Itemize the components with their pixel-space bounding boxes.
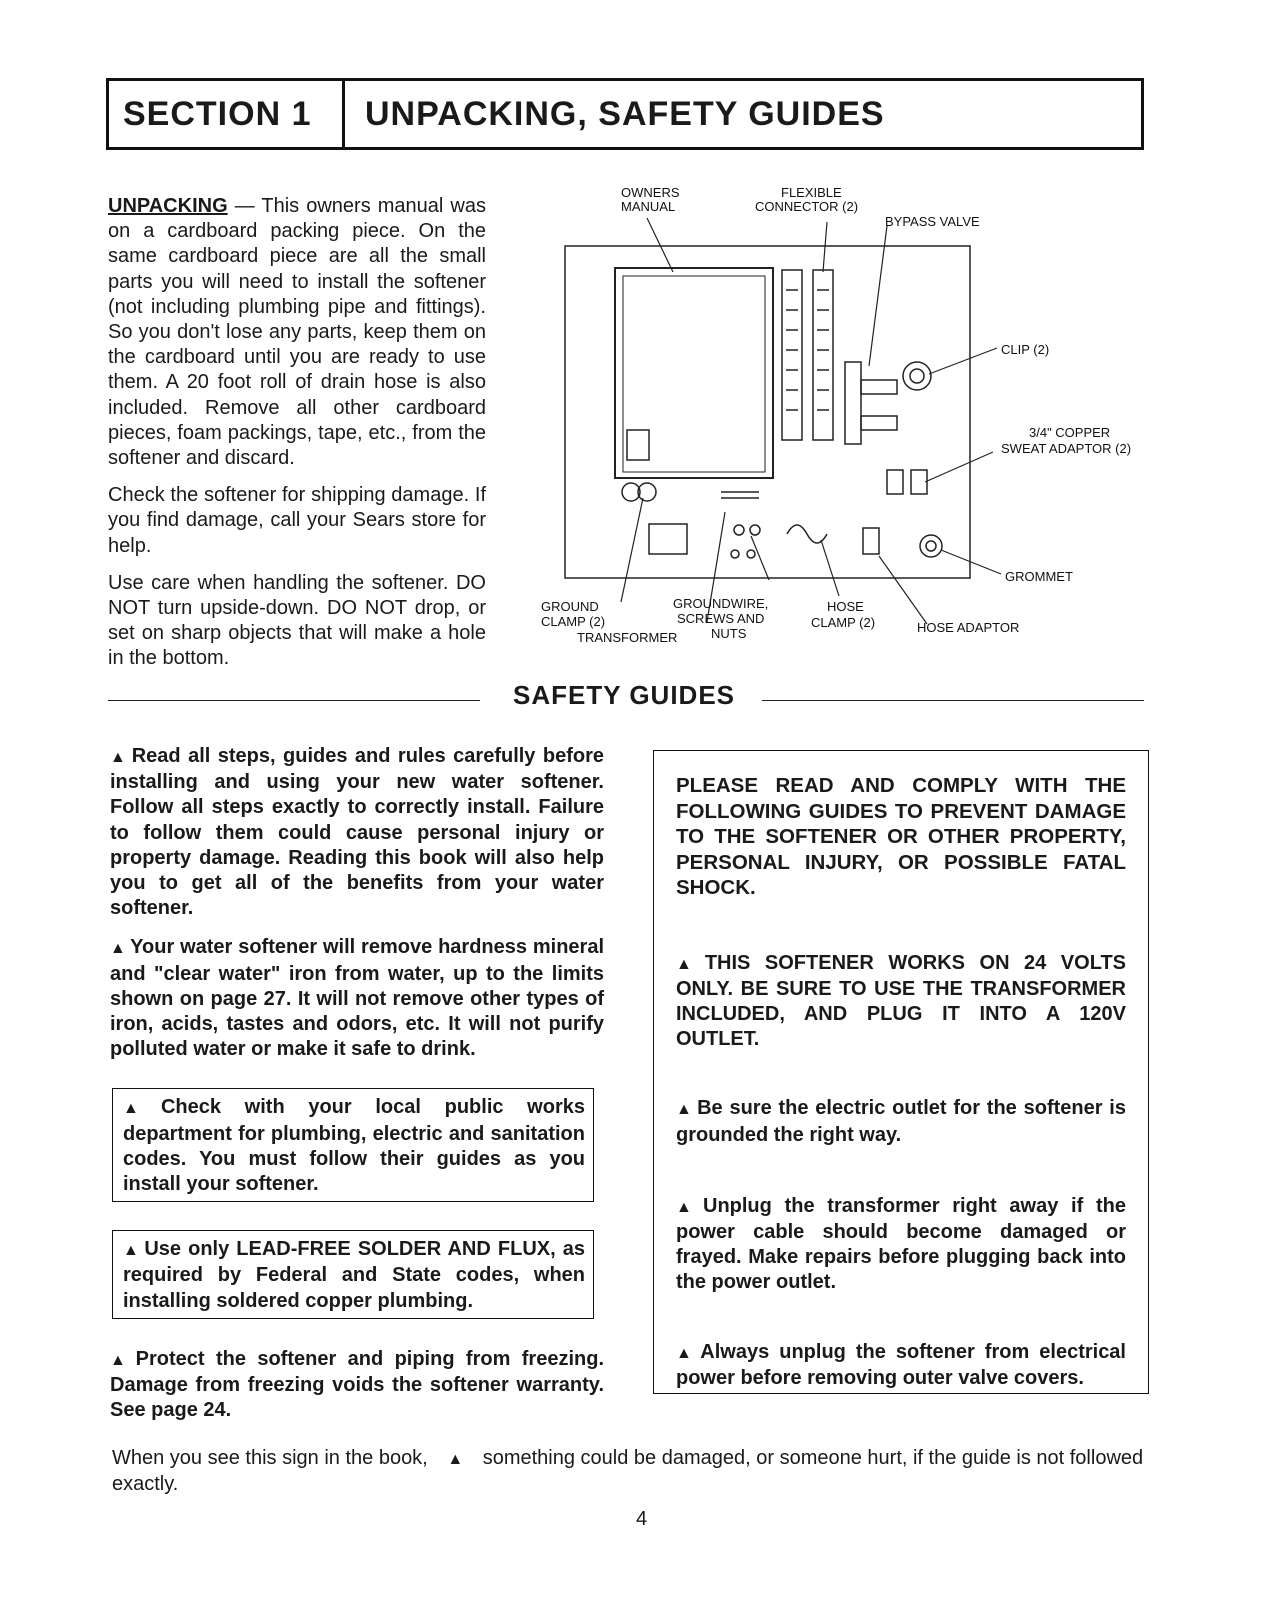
warning-icon: ▲ [110,749,128,766]
unpacking-paragraph-3: Use care when handling the softener. DO NOT turn upside-down. DO NOT drop, or set on sharp objects that will make a hole in the bottom. [108,571,486,670]
volts-warning: ▲ THIS SOFTENER WORKS ON 24 VOLTS ONLY. BE SURE TO USE THE TRANSFORMER INCLUDED, AND PLUG IT INTO A 120V OUTLET. [676,951,1126,1051]
label-bypass-valve: BYPASS VALVE [885,214,980,229]
warning-icon: ▲ [123,1100,157,1118]
section-number: SECTION 1 [109,81,345,147]
warning-icon: ▲ [447,1451,464,1468]
unpacking-paragraph-2: Check the softener for shipping damage. If you find damage, call your Sears store for help. [108,484,486,557]
bypass-valve-shape [845,362,931,444]
label-owners-2: MANUAL [621,199,676,214]
electrical-warning-box [653,750,1149,1394]
divider-left [108,700,480,701]
label-groundwire-1: GROUNDWIRE, [673,596,769,611]
warning-icon: ▲ [676,1344,697,1362]
safety-left-column [110,744,604,1437]
flexible-connector-shape [782,270,833,440]
ground-warning: ▲ Be sure the electric outlet for the softener is grounded the right way. [676,1097,1126,1146]
section-title: UNPACKING, SAFETY GUIDES [365,95,885,133]
warning-sign-footnote: When you see this sign in the book, ▲ something could be damaged, or someone hurt, if the guide is not followed exactly. [112,1447,1144,1495]
unpacking-heading: UNPACKING [108,195,228,217]
grommet-shape [920,535,942,557]
label-hose-clamp-2: CLAMP (2) [811,615,876,630]
label-ground-1: GROUND [541,599,599,614]
safety-read-steps: ▲ Read all steps, guides and rules carefully before installing and using your new water softener. Follow all steps exactly to correctly install. Failure to follow them could cause personal injury or property damage. Reading this book will also help you to get all of the benefits from your water softener. [110,745,604,920]
groundwire-screws-shape [721,492,760,558]
label-transformer: TRANSFORMER [577,630,678,645]
divider-right [762,700,1144,701]
lead-free-box: ▲ Use only LEAD-FREE SOLDER AND FLUX, as required by Federal and State codes, when installing soldered copper plumbing. [112,1230,594,1319]
warning-icon: ▲ [123,1242,141,1260]
always-unplug-warning: ▲ Always unplug the softener from electrical power before removing outer valve covers. [676,1340,1126,1389]
label-copper-2: SWEAT ADAPTOR (2) [1001,441,1132,456]
section-header [106,78,1144,150]
safety-guides-title: SAFETY GUIDES [513,680,736,710]
label-flexible-2: CONNECTOR (2) [755,199,859,214]
warning-icon: ▲ [676,955,701,973]
safety-freezing: ▲ Protect the softener and piping from freezing. Damage from freezing voids the softener warranty. See page 24. [110,1347,604,1422]
label-groundwire-3: NUTS [711,626,747,641]
unpacking-text [108,194,486,684]
hose-adaptor-shape [863,528,879,554]
label-hose-adaptor: HOSE ADAPTOR [917,620,1020,635]
parts-diagram [525,180,1165,670]
label-copper-1: 3/4" COPPER [1029,425,1111,440]
label-owners-1: OWNERS [621,185,680,200]
label-groundwire-2: SCREWS AND [677,611,765,626]
transformer-shape [649,524,687,554]
label-ground-2: CLAMP (2) [541,614,606,629]
page-number: 4 [636,1508,648,1530]
safety-hardness: ▲ Your water softener will remove hardness mineral and "clear water" iron from water, up to the limits shown on page 27. It will not remove other types of iron, acids, tastes and odors, etc. It will not purify polluted water or make it safe to drink. [110,936,605,1061]
comply-intro: PLEASE READ AND COMPLY WITH THE FOLLOWING GUIDES TO PREVENT DAMAGE TO THE SOFTENER OR OTHER PROPERTY, PERSONAL INJURY, OR POSSIBLE FATAL SHOCK. [676,774,1126,899]
warning-icon: ▲ [676,1198,699,1216]
label-hose-clamp-1: HOSE [827,599,864,614]
warning-icon: ▲ [676,1101,694,1119]
unpacking-body-1: — This owners manual was on a cardboard packing piece. On the same cardboard piece are all the small parts you will need to install the softener (not including plumbing pipe and fittings). So you don't lose any parts, keep them on the cardboard until you are ready to use them. A 20 foot roll of drain hose is also included. Remove all other cardboard pieces, foam packings, tape, etc., from the softener and discard. [108,195,486,470]
leader-lines [621,218,1001,624]
ground-clamp-shape [622,483,656,501]
codes-box: ▲ Check with your local public works department for plumbing, electric and sanitation codes. You must follow their guides as you install your softener. [112,1088,594,1202]
label-clip: CLIP (2) [1001,342,1050,357]
label-grommet: GROMMET [1005,569,1073,584]
unpacking-paragraph-1 [108,194,486,471]
warning-icon: ▲ [110,940,127,958]
warning-icon: ▲ [110,1351,132,1369]
cardboard-board [565,246,970,578]
copper-adaptor-shape [887,470,927,494]
label-flexible-1: FLEXIBLE [781,185,842,200]
unplug-warning: ▲ Unplug the transformer right away if the power cable should become damaged or frayed. Make repairs before plugging back into the power outlet. [676,1194,1126,1294]
owners-manual-shape [615,268,773,478]
